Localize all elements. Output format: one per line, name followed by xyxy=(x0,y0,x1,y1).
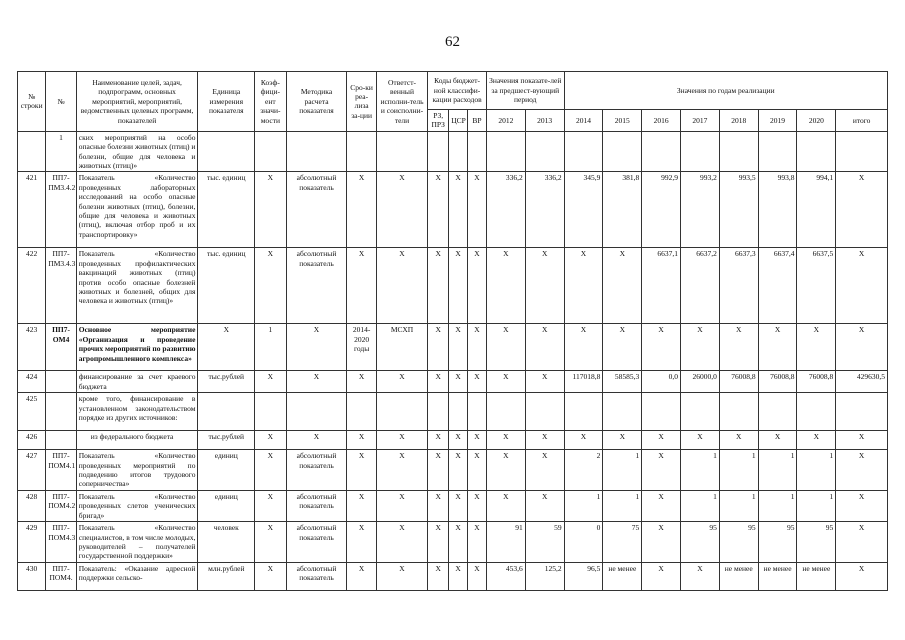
row-year-value: 1 xyxy=(681,490,720,521)
table-row xyxy=(18,371,888,393)
row-year-value: 994,1 xyxy=(797,172,836,248)
row-year-value: Х xyxy=(486,324,525,371)
row-year-value: Х xyxy=(603,248,642,324)
row-responsible xyxy=(376,393,427,431)
row-term xyxy=(347,131,376,172)
header-year: 2020 xyxy=(797,110,836,132)
row-number: 427 xyxy=(18,450,46,491)
row-number: 429 xyxy=(18,522,46,563)
row-code: ПП7-ПОМ4.3 xyxy=(46,522,76,563)
row-year-value: Х xyxy=(719,431,758,450)
row-vr xyxy=(468,131,487,172)
row-total: Х xyxy=(836,562,888,590)
row-year-value xyxy=(681,131,720,172)
header-name: Наименование целей, задач, подпрограмм, основных мероприятий, мероприятий, ведомственных целевых программ, показателей xyxy=(76,72,198,132)
row-csr: Х xyxy=(449,324,468,371)
row-unit: тыс.рублей xyxy=(198,371,255,393)
row-name: из федерального бюджета xyxy=(76,431,198,450)
row-year-value: Х xyxy=(642,490,681,521)
table-row xyxy=(18,131,888,172)
table-row xyxy=(18,172,888,248)
row-rz xyxy=(428,131,449,172)
row-method: абсолютный показатель xyxy=(286,562,347,590)
row-year-value xyxy=(603,393,642,431)
row-vr xyxy=(468,393,487,431)
header-year: 2013 xyxy=(525,110,564,132)
row-name: Показатель «Количество проведенных лабораторных исследований на особо опасные болезни животных (птиц), болезни, общие для человека и животных (птиц), включая отбор проб и их транспортировку» xyxy=(76,172,198,248)
row-unit: Х xyxy=(198,324,255,371)
row-year-value: 125,2 xyxy=(525,562,564,590)
header-csr: ЦСР xyxy=(449,110,468,132)
row-year-value: 0,0 xyxy=(642,371,681,393)
row-year-value xyxy=(797,131,836,172)
row-year-value: 1 xyxy=(681,450,720,491)
row-responsible: Х xyxy=(376,490,427,521)
table-row xyxy=(18,393,888,431)
row-name: ских мероприятий на особо опасные болезни животных (птиц) и болезни, общие для человека и животных (птиц)» xyxy=(76,131,198,172)
row-number: 430 xyxy=(18,562,46,590)
row-total xyxy=(836,131,888,172)
indicator-table xyxy=(17,71,888,591)
row-year-value: 993,8 xyxy=(758,172,797,248)
row-unit: млн.рублей xyxy=(198,562,255,590)
row-coefficient: Х xyxy=(255,490,286,521)
row-year-value xyxy=(719,131,758,172)
row-year-value: 1 xyxy=(758,490,797,521)
table-row xyxy=(18,562,888,590)
row-coefficient xyxy=(255,393,286,431)
row-code: ПП7-ПМ3.4.2 xyxy=(46,172,76,248)
row-rz: Х xyxy=(428,450,449,491)
header-year: 2018 xyxy=(719,110,758,132)
row-year-value: 96,5 xyxy=(564,562,603,590)
row-total: Х xyxy=(836,172,888,248)
row-year-value: Х xyxy=(797,324,836,371)
row-year-value: 6637,4 xyxy=(758,248,797,324)
header-rz: РЗ, ПРЗ xyxy=(428,110,449,132)
row-number: 423 xyxy=(18,324,46,371)
row-vr: Х xyxy=(468,450,487,491)
table-header xyxy=(18,72,888,132)
row-responsible: Х xyxy=(376,431,427,450)
row-year-value xyxy=(525,131,564,172)
row-responsible xyxy=(376,131,427,172)
row-rz: Х xyxy=(428,490,449,521)
row-year-value xyxy=(486,131,525,172)
row-responsible: МСХП xyxy=(376,324,427,371)
row-code xyxy=(46,393,76,431)
table-row xyxy=(18,324,888,371)
row-year-value: Х xyxy=(681,562,720,590)
table-row xyxy=(18,248,888,324)
row-unit xyxy=(198,393,255,431)
row-responsible: Х xyxy=(376,522,427,563)
row-year-value: Х xyxy=(525,324,564,371)
table-row xyxy=(18,431,888,450)
header-previous-values: Значения показате-лей за предшест-вующий период xyxy=(486,72,564,110)
row-vr: Х xyxy=(468,522,487,563)
row-year-value: 91 xyxy=(486,522,525,563)
row-term: 2014-2020 годы xyxy=(347,324,376,371)
row-method xyxy=(286,393,347,431)
row-year-value: 95 xyxy=(758,522,797,563)
row-csr: Х xyxy=(449,450,468,491)
row-year-value: 58585,3 xyxy=(603,371,642,393)
row-year-value: 59 xyxy=(525,522,564,563)
row-code: ПП7-ПМ3.4.3 xyxy=(46,248,76,324)
row-year-value: Х xyxy=(603,431,642,450)
row-year-value: Х xyxy=(642,450,681,491)
row-year-value xyxy=(564,393,603,431)
row-total: Х xyxy=(836,248,888,324)
header-number: № xyxy=(46,72,76,132)
table-body xyxy=(18,131,888,590)
header-responsible: Ответст-венный исполни-тель и соисполни-тели xyxy=(376,72,427,132)
row-year-value: Х xyxy=(564,324,603,371)
row-total: Х xyxy=(836,522,888,563)
row-vr: Х xyxy=(468,248,487,324)
table-row xyxy=(18,522,888,563)
row-rz: Х xyxy=(428,371,449,393)
row-year-value: Х xyxy=(603,324,642,371)
row-number: 424 xyxy=(18,371,46,393)
row-rz: Х xyxy=(428,248,449,324)
header-method: Методика расчета показателя xyxy=(286,72,347,132)
row-year-value: 0 xyxy=(564,522,603,563)
row-number: 425 xyxy=(18,393,46,431)
row-name: Показатель: «Оказание адресной поддержки сельско- xyxy=(76,562,198,590)
row-year-value: 1 xyxy=(719,490,758,521)
row-rz: Х xyxy=(428,172,449,248)
row-term xyxy=(347,393,376,431)
row-method: абсолютный показатель xyxy=(286,522,347,563)
row-year-value xyxy=(564,131,603,172)
row-year-value: Х xyxy=(564,431,603,450)
header-row-number: № строки xyxy=(18,72,46,132)
row-year-value: Х xyxy=(681,431,720,450)
row-name: Показатель «Количество проведенных слетов ученических бригад» xyxy=(76,490,198,521)
row-year-value: Х xyxy=(525,371,564,393)
row-year-value: Х xyxy=(758,431,797,450)
row-coefficient: Х xyxy=(255,172,286,248)
row-year-value: Х xyxy=(719,324,758,371)
row-total: Х xyxy=(836,431,888,450)
row-total: Х xyxy=(836,324,888,371)
row-method: абсолютный показатель xyxy=(286,490,347,521)
row-year-value: 117018,8 xyxy=(564,371,603,393)
row-term: Х xyxy=(347,248,376,324)
row-term: Х xyxy=(347,562,376,590)
row-year-value: 95 xyxy=(797,522,836,563)
row-vr: Х xyxy=(468,490,487,521)
row-total: Х xyxy=(836,490,888,521)
row-year-value: 76008,8 xyxy=(797,371,836,393)
row-year-value: 95 xyxy=(681,522,720,563)
row-term: Х xyxy=(347,450,376,491)
row-rz: Х xyxy=(428,522,449,563)
row-method: Х xyxy=(286,324,347,371)
row-year-value: 1 xyxy=(603,490,642,521)
row-method: абсолютный показатель xyxy=(286,172,347,248)
row-year-value: 993,2 xyxy=(681,172,720,248)
table-row xyxy=(18,490,888,521)
header-year: 2016 xyxy=(642,110,681,132)
row-year-value: 6637,5 xyxy=(797,248,836,324)
row-year-value xyxy=(642,131,681,172)
row-name: Показатель «Количество проведенных мероприятий по подведению итогов трудового соперничества» xyxy=(76,450,198,491)
row-csr: Х xyxy=(449,490,468,521)
row-unit: тыс. единиц xyxy=(198,248,255,324)
row-rz: Х xyxy=(428,431,449,450)
header-year: 2015 xyxy=(603,110,642,132)
row-year-value xyxy=(758,131,797,172)
row-year-value: Х xyxy=(486,371,525,393)
row-year-value: не менее xyxy=(719,562,758,590)
row-year-value: Х xyxy=(525,248,564,324)
header-unit: Единица измерения показателя xyxy=(198,72,255,132)
table-row xyxy=(18,450,888,491)
row-csr: Х xyxy=(449,522,468,563)
row-year-value: Х xyxy=(681,324,720,371)
row-number: 422 xyxy=(18,248,46,324)
row-number: 428 xyxy=(18,490,46,521)
row-total: 429630,5 xyxy=(836,371,888,393)
row-unit: человек xyxy=(198,522,255,563)
row-coefficient: Х xyxy=(255,248,286,324)
row-year-value: 1 xyxy=(797,450,836,491)
row-unit: единиц xyxy=(198,450,255,491)
row-year-value: 6637,3 xyxy=(719,248,758,324)
row-vr: Х xyxy=(468,431,487,450)
row-total xyxy=(836,393,888,431)
row-csr: Х xyxy=(449,371,468,393)
row-rz: Х xyxy=(428,562,449,590)
row-year-value: 75 xyxy=(603,522,642,563)
row-term: Х xyxy=(347,371,376,393)
row-responsible: Х xyxy=(376,371,427,393)
row-code xyxy=(46,431,76,450)
row-year-value: 2 xyxy=(564,450,603,491)
row-vr: Х xyxy=(468,324,487,371)
row-term: Х xyxy=(347,172,376,248)
row-year-value: Х xyxy=(758,324,797,371)
header-term: Сро-ки реа-лиза за-ции xyxy=(347,72,376,132)
row-name: кроме того, финансирование в установленном законодательством порядке из других источников: xyxy=(76,393,198,431)
row-code: ПП7-ПОМ4.1 xyxy=(46,450,76,491)
row-csr: Х xyxy=(449,562,468,590)
row-name: финансирование за счет краевого бюджета xyxy=(76,371,198,393)
row-coefficient: 1 xyxy=(255,324,286,371)
row-year-value: 76008,8 xyxy=(758,371,797,393)
header-budget-codes: Коды бюджет-ной классифи-кации расходов xyxy=(428,72,487,110)
row-unit xyxy=(198,131,255,172)
header-total: итого xyxy=(836,110,888,132)
row-year-value: 336,2 xyxy=(486,172,525,248)
row-year-value xyxy=(525,393,564,431)
row-year-value xyxy=(719,393,758,431)
row-year-value: Х xyxy=(642,562,681,590)
header-year: 2017 xyxy=(681,110,720,132)
row-term: Х xyxy=(347,431,376,450)
row-year-value: Х xyxy=(797,431,836,450)
row-year-value xyxy=(603,131,642,172)
row-method: абсолютный показатель xyxy=(286,450,347,491)
row-year-value: Х xyxy=(642,324,681,371)
row-name: Показатель «Количество проведенных профилактических вакцинаций животных (птиц) против особо опасные болезней животных и болезней, общих для человека и животных (птиц)» xyxy=(76,248,198,324)
row-year-value: 453,6 xyxy=(486,562,525,590)
row-coefficient xyxy=(255,131,286,172)
row-vr: Х xyxy=(468,371,487,393)
row-year-value: Х xyxy=(486,431,525,450)
row-year-value: Х xyxy=(486,490,525,521)
row-year-value: 6637,2 xyxy=(681,248,720,324)
row-year-value: не менее xyxy=(758,562,797,590)
row-unit: тыс. единиц xyxy=(198,172,255,248)
row-year-value: Х xyxy=(486,450,525,491)
header-coefficient: Коэф-фици-ент значи-мости xyxy=(255,72,286,132)
row-year-value: 95 xyxy=(719,522,758,563)
row-name: Показатель «Количество специалистов, в том числе молодых, руководителей – получателей государственной поддержки» xyxy=(76,522,198,563)
row-year-value: 381,8 xyxy=(603,172,642,248)
row-csr: Х xyxy=(449,248,468,324)
row-number: 421 xyxy=(18,172,46,248)
row-term: Х xyxy=(347,522,376,563)
row-method: Х xyxy=(286,431,347,450)
row-year-value: 1 xyxy=(719,450,758,491)
header-year: 2012 xyxy=(486,110,525,132)
row-vr: Х xyxy=(468,562,487,590)
row-year-value: 345,9 xyxy=(564,172,603,248)
row-method xyxy=(286,131,347,172)
row-year-value: не менее xyxy=(603,562,642,590)
row-year-value: 1 xyxy=(758,450,797,491)
row-number: 426 xyxy=(18,431,46,450)
row-total: Х xyxy=(836,450,888,491)
row-unit: единиц xyxy=(198,490,255,521)
row-year-value xyxy=(758,393,797,431)
row-code: 1 xyxy=(46,131,76,172)
header-year: 2019 xyxy=(758,110,797,132)
row-coefficient: Х xyxy=(255,431,286,450)
row-coefficient: Х xyxy=(255,450,286,491)
row-number xyxy=(18,131,46,172)
row-name: Основное мероприятие «Организация и проведение прочих мероприятий по развитию агропромышленного комплекса» xyxy=(76,324,198,371)
row-year-value: Х xyxy=(564,248,603,324)
row-code xyxy=(46,371,76,393)
row-code: ПП7-ПОМ4.2 xyxy=(46,490,76,521)
row-year-value: Х xyxy=(525,490,564,521)
row-year-value xyxy=(486,393,525,431)
row-rz xyxy=(428,393,449,431)
row-year-value xyxy=(681,393,720,431)
row-responsible: Х xyxy=(376,172,427,248)
header-year-values: Значения по годам реализации xyxy=(564,72,887,110)
row-year-value xyxy=(642,393,681,431)
row-csr xyxy=(449,393,468,431)
row-coefficient: Х xyxy=(255,371,286,393)
row-year-value xyxy=(797,393,836,431)
row-code: ПП7-ПОМ4. xyxy=(46,562,76,590)
row-method: Х xyxy=(286,371,347,393)
header-vr: ВР xyxy=(468,110,487,132)
row-year-value: не менее xyxy=(797,562,836,590)
row-year-value: 336,2 xyxy=(525,172,564,248)
row-responsible: Х xyxy=(376,248,427,324)
row-coefficient: Х xyxy=(255,562,286,590)
row-year-value: 6637,1 xyxy=(642,248,681,324)
row-csr xyxy=(449,131,468,172)
row-year-value: 1 xyxy=(603,450,642,491)
row-responsible: Х xyxy=(376,562,427,590)
row-year-value: 76008,8 xyxy=(719,371,758,393)
row-code: ПП7-ОМ4 xyxy=(46,324,76,371)
row-csr: Х xyxy=(449,431,468,450)
row-coefficient: Х xyxy=(255,522,286,563)
row-unit: тыс.рублей xyxy=(198,431,255,450)
row-method: абсолютный показатель xyxy=(286,248,347,324)
row-year-value: Х xyxy=(642,522,681,563)
row-rz: Х xyxy=(428,324,449,371)
row-year-value: 1 xyxy=(564,490,603,521)
row-responsible: Х xyxy=(376,450,427,491)
row-year-value: Х xyxy=(525,431,564,450)
row-year-value: 992,9 xyxy=(642,172,681,248)
row-csr: Х xyxy=(449,172,468,248)
row-year-value: Х xyxy=(486,248,525,324)
row-vr: Х xyxy=(468,172,487,248)
header-year: 2014 xyxy=(564,110,603,132)
row-year-value: 1 xyxy=(797,490,836,521)
row-year-value: Х xyxy=(642,431,681,450)
page-number: 62 xyxy=(445,34,460,50)
row-year-value: 993,5 xyxy=(719,172,758,248)
row-year-value: Х xyxy=(525,450,564,491)
row-term: Х xyxy=(347,490,376,521)
row-year-value: 26000,0 xyxy=(681,371,720,393)
